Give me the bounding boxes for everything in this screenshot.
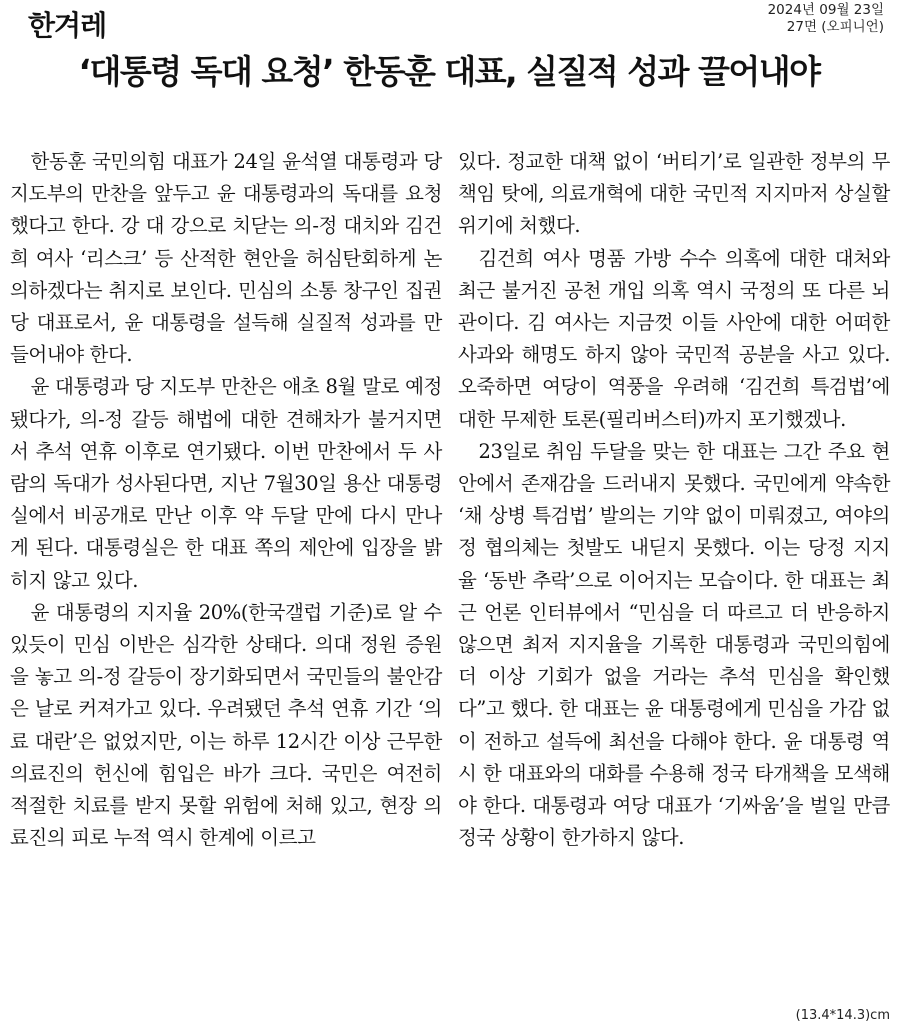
article-headline: ‘대통령 독대 요청’ 한동훈 대표, 실질적 성과 끌어내야: [78, 52, 820, 91]
newspaper-logo: 한겨레: [28, 9, 107, 42]
publication-date: 2024년 09월 23일: [767, 2, 884, 18]
article-column-left: [10, 146, 442, 854]
publication-meta: [768, 2, 884, 36]
body-paragraph: 김건희 여사 명품 가방 수수 의혹에 대한 대처와 최근 불거진 공천 개입 의혹 역시 국정의 또 다른 뇌관이다. 김 여사는 지금껏 이들 사안에 대한 어떠한 사과와 해명도 하지 않아 국민적 공분을 사고 있다. 오죽하면 여당이 역풍을 우려해 ‘김건희 특검법’에 대한 무제한 토론(필리버스터)까지 포기했겠나.: [458, 246, 890, 431]
body-paragraph: 윤 대통령과 당 지도부 만찬은 애초 8월 말로 예정됐다가, 의-정 갈등 해법에 대한 견해차가 불거지면서 추석 연휴 이후로 연기됐다. 이번 만찬에서 두 사람의 독대가 성사된다면, 지난 7월30일 용산 대통령실에서 비공개로 만난 이후 약 두달 만에 다시 만나게 된다. 대통령실은 한 대표 쪽의 제안에 입장을 밝히지 않고 있다.: [10, 375, 442, 592]
clipping-size: (13.4*14.3)cm: [795, 1008, 890, 1023]
page-section: 27면 (오피니언): [786, 19, 884, 35]
body-paragraph-continuation: 있다. 정교한 대책 없이 ‘버티기’로 일관한 정부의 무책임 탓에, 의료개혁에 대한 국민적 지지마저 상실할 위기에 처했다.: [458, 150, 890, 238]
article-column-right: [458, 146, 890, 854]
body-paragraph: 한동훈 국민의힘 대표가 24일 윤석열 대통령과 당 지도부의 만찬을 앞두고 윤 대통령과의 독대를 요청했다고 한다. 강 대 강으로 치닫는 의-정 대치와 김건희 여사 ‘리스크’ 등 산적한 현안을 허심탄회하게 논의하겠다는 취지로 보인다. 민심의 소통 창구인 집권당 대표로서, 윤 대통령을 설득해 실질적 성과를 만들어내야 한다.: [10, 150, 442, 367]
body-paragraph: 23일로 취임 두달을 맞는 한 대표는 그간 주요 현안에서 존재감을 드러내지 못했다. 국민에게 약속한 ‘채 상병 특검법’ 발의는 기약 없이 미뤄졌고, 여야의정 협의체는 첫발도 내딛지 못했다. 이는 당정 지지율 ‘동반 추락’으로 이어지는 모습이다. 한 대표는 최근 언론 인터뷰에서 “민심을 더 따르고 더 반응하지 않으면 최저 지지율을 기록한 대통령과 국민의힘에 더 이상 기회가 없을 거라는 추석 민심을 확인했다”고 했다. 한 대표는 윤 대통령에게 민심을 가감 없이 전하고 설득에 최선을 다해야 한다. 윤 대통령 역시 한 대표와의 대화를 수용해 정국 타개책을 모색해야 한다. 대통령과 여당 대표가 ‘기싸움’을 벌일 만큼 정국 상황이 한가하지 않다.: [458, 439, 890, 850]
body-paragraph: 윤 대통령의 지지율 20%(한국갤럽 기준)로 알 수 있듯이 민심 이반은 심각한 상태다. 의대 정원 증원을 놓고 의-정 갈등이 장기화되면서 국민들의 불안감은 날로 커져가고 있다. 우려됐던 추석 연휴 기간 ‘의료 대란’은 없었지만, 이는 하루 12시간 이상 근무한 의료진의 헌신에 힘입은 바가 크다. 국민은 여전히 적절한 치료를 받지 못할 위험에 처해 있고, 현장 의료진의 피로 누적 역시 한계에 이르고: [10, 600, 442, 850]
